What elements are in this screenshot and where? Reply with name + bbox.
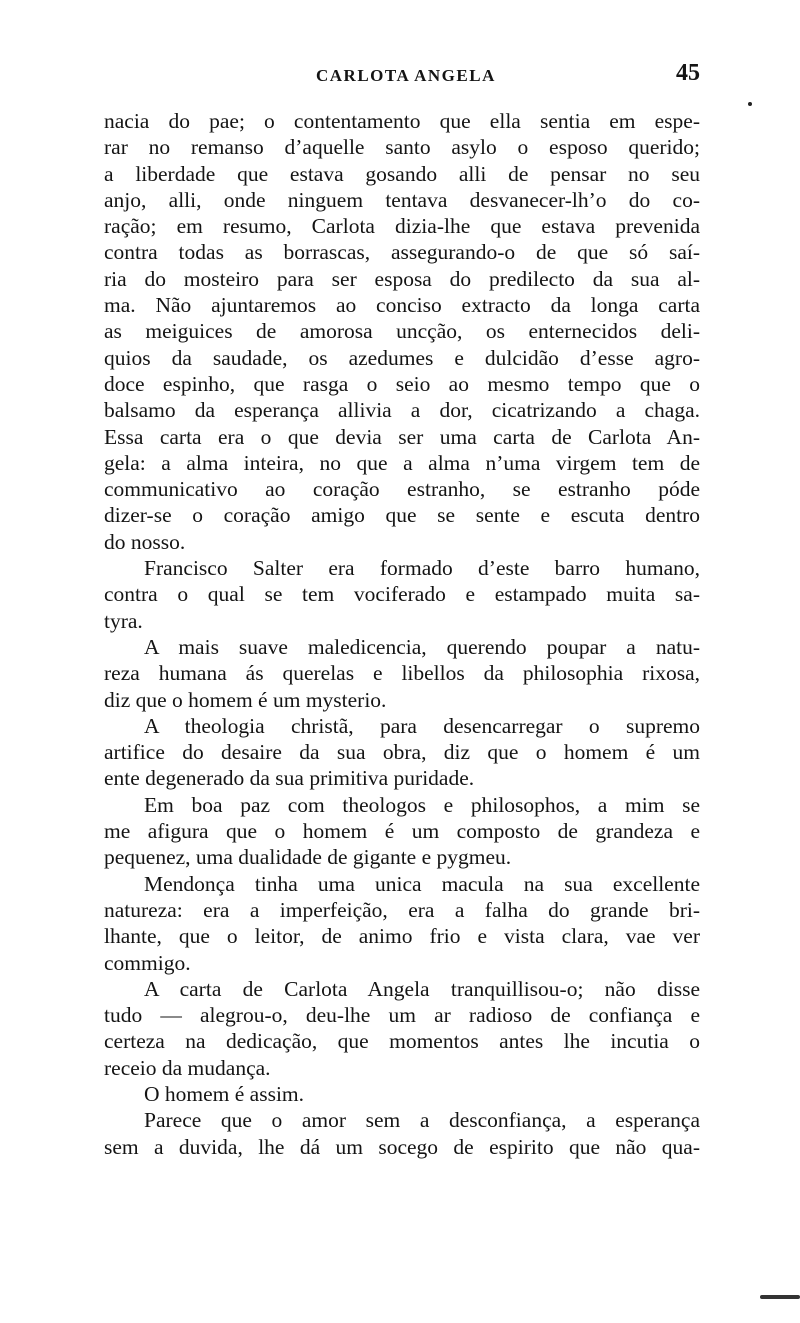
text-line: artifice do desaire da sua obra, diz que o homem é um	[104, 740, 700, 765]
text-line: certeza na dedicação, que momentos antes lhe incutia o	[104, 1029, 700, 1054]
text-line: nacia do pae; o contentamento que ella sentia em espe-	[104, 109, 700, 133]
text-line: A theologia christã, para desencarregar o supremo	[144, 713, 700, 738]
body-text	[104, 108, 700, 1160]
text-line: natureza: era a imperfeição, era a falha do grande bri-	[104, 897, 700, 922]
text-line: quios da saudade, os azedumes e dulcidão d’esse agro-	[104, 345, 700, 370]
ink-speck	[748, 102, 752, 106]
text-line: lhante, que o leitor, de animo frio e vista clara, vae ver	[104, 924, 700, 949]
page-number: 45	[676, 60, 700, 86]
text-line: ma. Não ajuntaremos ao conciso extracto da longa carta	[104, 293, 700, 318]
text-line: contra todas as borrascas, assegurando-o de que só saí-	[104, 240, 700, 265]
text-line: rar no remanso d’aquelle santo asylo o esposo querido;	[104, 135, 700, 160]
running-title: CARLOTA ANGELA	[316, 66, 496, 85]
text-line: Essa carta era o que devia ser uma carta de Carlota An-	[104, 424, 700, 449]
text-line: a liberdade que estava gosando alli de pensar no seu	[104, 161, 700, 186]
text-line: Parece que o amor sem a desconfiança, a esperança	[144, 1108, 700, 1133]
text-line: A mais suave maledicencia, querendo poupar a natu-	[144, 634, 700, 659]
text-line: reza humana ás querelas e libellos da philosophia rixosa,	[104, 661, 700, 686]
text-line: as meiguices de amorosa uncção, os enternecidos deli-	[104, 319, 700, 344]
text-line: Mendonça tinha uma unica macula na sua excellente	[144, 871, 700, 896]
text-line: sem a duvida, lhe dá um socego de espirito que não qua-	[104, 1134, 700, 1159]
text-line: dizer-se o coração amigo que se sente e escuta dentro	[104, 503, 700, 528]
text-line: do nosso.	[104, 529, 186, 554]
text-line: receio da mudança.	[104, 1055, 271, 1080]
text-line: doce espinho, que rasga o seio ao mesmo tempo que o	[104, 371, 700, 396]
text-line: ente degenerado da sua primitiva puridade.	[104, 766, 475, 791]
text-line: me afigura que o homem é um composto de grandeza e	[104, 819, 700, 844]
text-line: communicativo ao coração estranho, se estranho póde	[104, 477, 700, 502]
text-line: gela: a alma inteira, no que a alma n’uma virgem tem de	[104, 450, 700, 475]
text-line: tudo — alegrou-o, deu-lhe um ar radioso de confiança e	[104, 1003, 700, 1028]
text-line: commigo.	[104, 950, 191, 975]
text-line: contra o qual se tem vociferado e estampado muita sa-	[104, 582, 700, 607]
text-line: Francisco Salter era formado d’este barro humano,	[144, 556, 700, 581]
text-line: balsamo da esperança allivia a dor, cicatrizando a chaga.	[104, 398, 700, 423]
text-line: pequenez, uma dualidade de gigante e pygmeu.	[104, 845, 512, 870]
text-line: ração; em resumo, Carlota dizia-lhe que estava prevenida	[104, 214, 700, 239]
text-line: diz que o homem é um mysterio.	[104, 687, 387, 712]
scan-edge-mark	[760, 1295, 800, 1299]
text-line: anjo, alli, onde ninguem tentava desvanecer-lh’o do co-	[104, 187, 700, 212]
page-header	[104, 60, 700, 90]
text-line: A carta de Carlota Angela tranquillisou-o; não disse	[144, 976, 700, 1001]
text-line: tyra.	[104, 608, 143, 633]
text-line: ria do mosteiro para ser esposa do predilecto da sua al-	[104, 266, 700, 291]
text-line: Em boa paz com theologos e philosophos, a mim se	[144, 792, 700, 817]
text-line: O homem é assim.	[144, 1081, 305, 1106]
